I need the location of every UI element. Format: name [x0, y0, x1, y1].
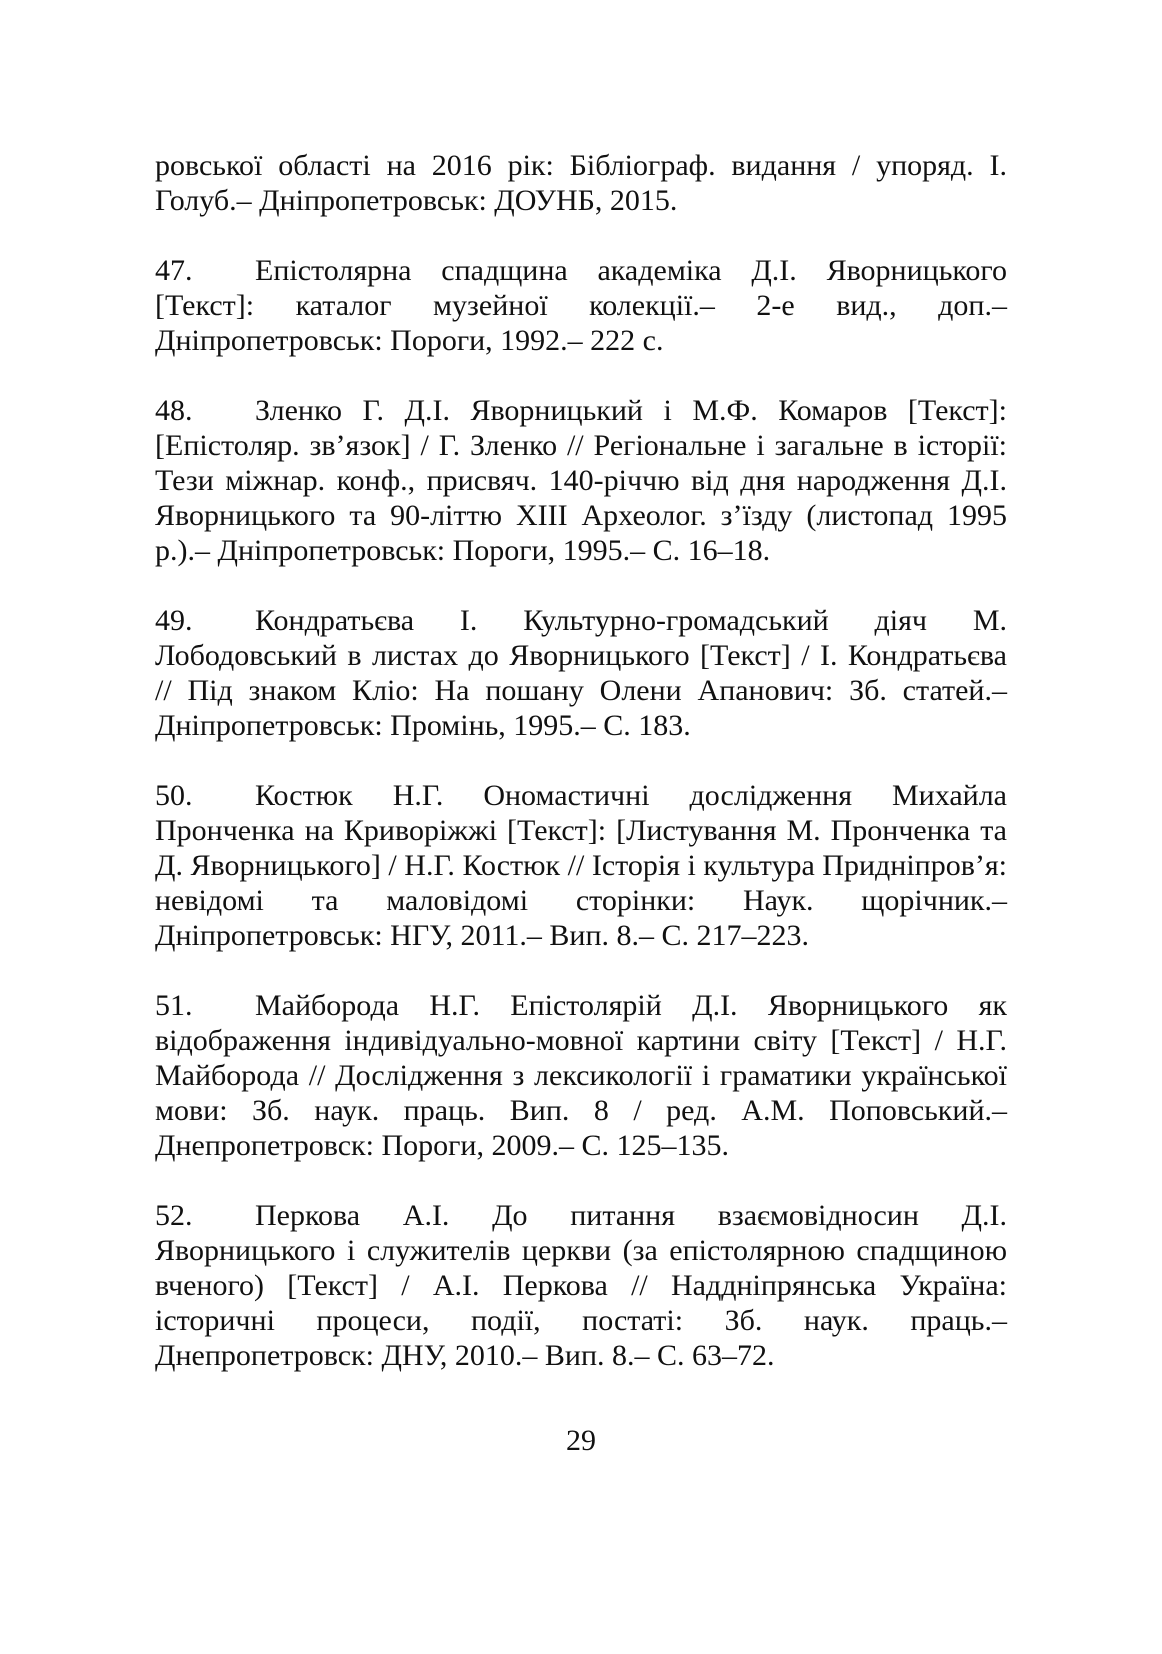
continuation-text: ровської області на 2016 рік: Бібліограф. видання / упоряд. І. Голуб.– Дніпропетровськ: ДОУНБ, 2015.: [155, 149, 1007, 217]
bibliography-entry-47: [155, 253, 1007, 358]
bibliography-entry-48: [155, 393, 1007, 568]
entry-text: Костюк Н.Г. Ономастичні дослідження Михайла Пронченка на Криворіжжі [Текст]: [Листування М. Пронченка та Д. Яворницького] / Н.Г. Костюк // Історія і культура Придніпров’я: невідомі та маловідомі сторінки: Наук. щорічник.– Дніпропетровськ: НГУ, 2011.– Вип. 8.– С. 217–223.: [155, 779, 1007, 952]
entry-number: 47.: [155, 254, 193, 287]
bibliography-entry-50: [155, 778, 1007, 953]
entry-text: Кондратьєва І. Культурно-громадський діяч М. Лободовський в листах до Яворницького [Текст] / І. Кондратьєва // Під знаком Кліо: На пошану Олени Апанович: Зб. статей.– Дніпропетровськ: Промінь, 1995.– С. 183.: [155, 604, 1007, 742]
entry-number: 49.: [155, 604, 193, 637]
entry-text: Майборода Н.Г. Епістолярій Д.І. Яворницького як відображення індивідуально-мовної картини світу [Текст] / Н.Г. Майборода // Дослідження з лексикології і граматики української мови: Зб. наук. праць. Вип. 8 / ред. А.М. Поповський.– Днепропетровск: Пороги, 2009.– С. 125–135.: [155, 989, 1007, 1162]
entry-text: Епістолярна спадщина академіка Д.І. Яворницького [Текст]: каталог музейної колекції.– 2-е вид., доп.– Дніпропетровськ: Пороги, 1992.– 222 с.: [155, 254, 1007, 357]
page-body: [155, 148, 1007, 1373]
entry-text: Перкова А.І. До питання взаємовідносин Д.І. Яворницького і служителів церкви (за епістолярною спадщиною вченого) [Текст] / А.І. Перкова // Наддніпрянська Україна: історичні процеси, події, постаті: Зб. наук. праць.– Днепропетровск: ДНУ, 2010.– Вип. 8.– С. 63–72.: [155, 1199, 1007, 1372]
entry-number: 51.: [155, 989, 193, 1022]
bibliography-entry-52: [155, 1198, 1007, 1373]
bibliography-entry-51: [155, 988, 1007, 1163]
entry-text: Зленко Г. Д.І. Яворницький і М.Ф. Комаров [Текст]: [Епістоляр. зв’язок] / Г. Зленко // Регіональне і загальне в історії: Тези міжнар. конф., присвяч. 140-річчю від дня народження Д.І. Яворницького та 90-літтю XIII Археолог. з’їзду (листопад 1995 р.).– Дніпропетровськ: Пороги, 1995.– С. 16–18.: [155, 394, 1007, 567]
continuation-paragraph: [155, 148, 1007, 218]
bibliography-entry-49: [155, 603, 1007, 743]
entry-number: 48.: [155, 394, 193, 427]
entry-number: 50.: [155, 779, 193, 812]
entry-number: 52.: [155, 1199, 193, 1232]
page-number: 29: [566, 1424, 596, 1457]
